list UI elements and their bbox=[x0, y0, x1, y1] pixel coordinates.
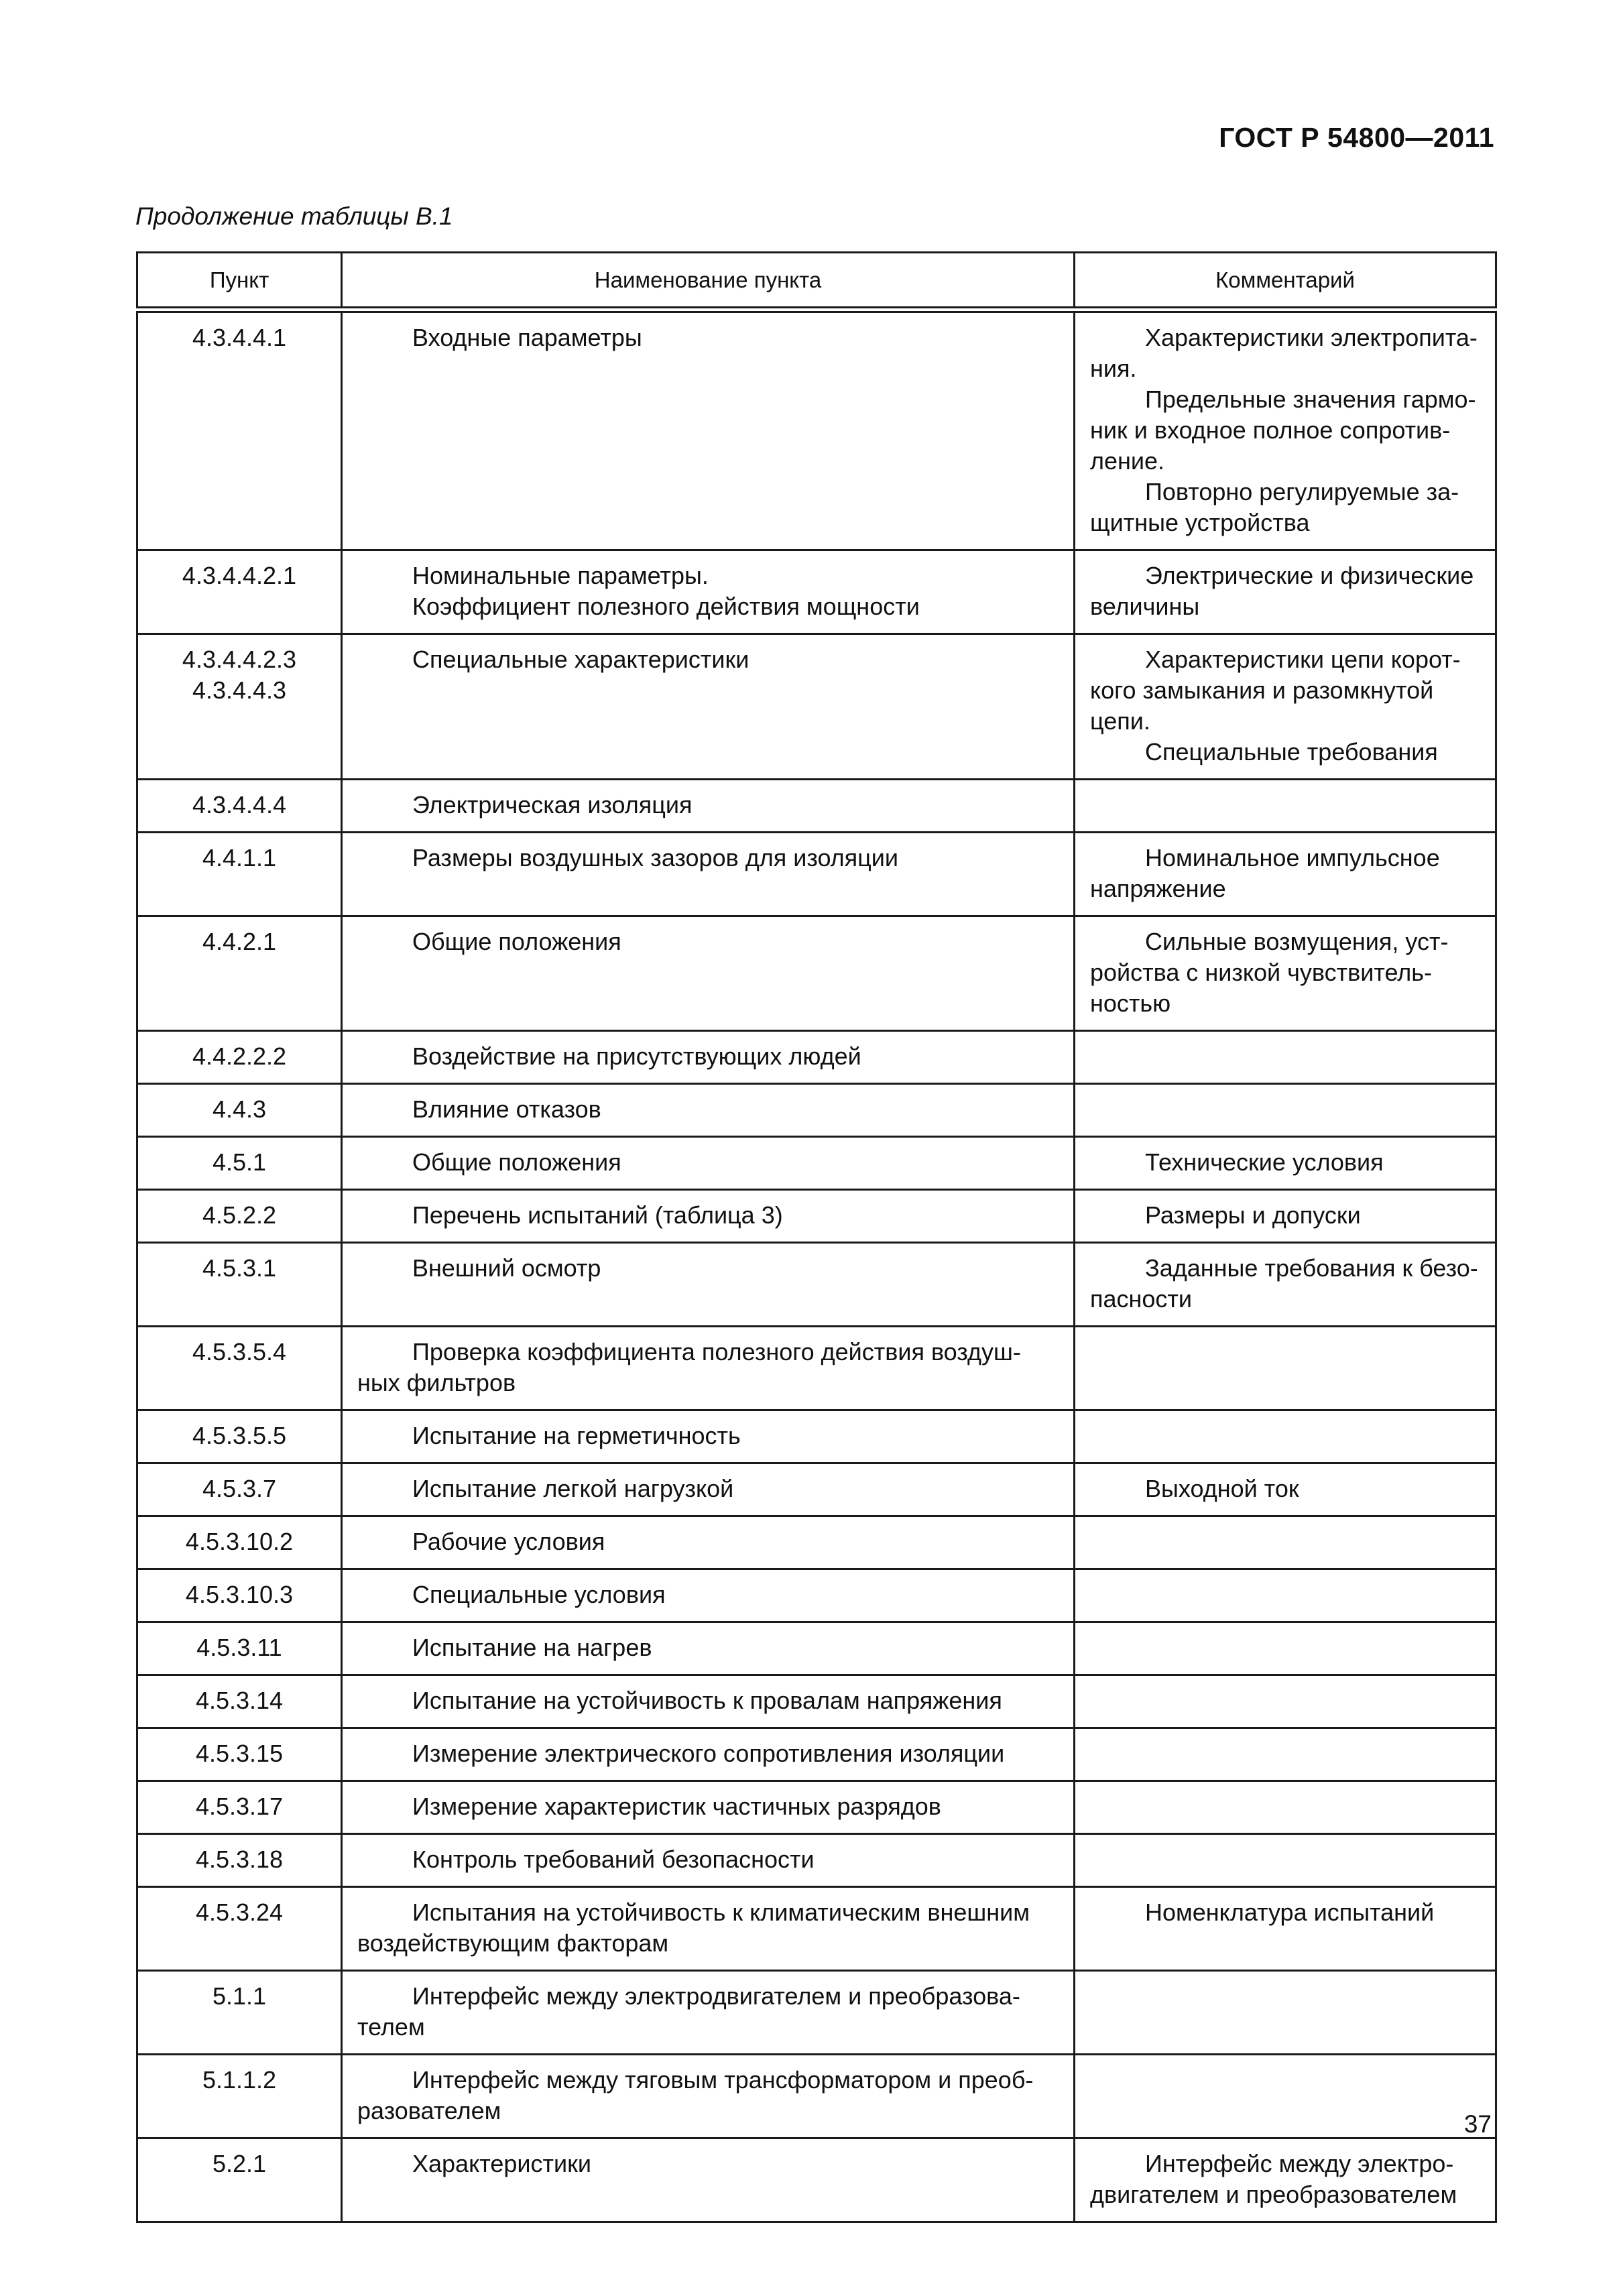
clause-number: 4.5.3.24 bbox=[195, 1898, 284, 1926]
clause-number-cell bbox=[137, 1781, 342, 1834]
clause-name-cell bbox=[342, 634, 1075, 780]
comment-cell bbox=[1075, 1887, 1496, 1971]
clause-number: 4.4.3 bbox=[212, 1095, 267, 1123]
header-clause-name: Наименование пункта bbox=[342, 253, 1075, 310]
comment-line: ройства с низкой чувствитель- bbox=[1090, 959, 1433, 986]
clause-number-cell bbox=[137, 833, 342, 916]
requirements-table bbox=[136, 251, 1497, 2223]
clause-name-cell bbox=[342, 1887, 1075, 1971]
comment-line: Интерфейс между электро- bbox=[1145, 2150, 1454, 2177]
clause-name-line: Испытание на нагрев bbox=[412, 1634, 652, 1661]
table-row bbox=[137, 1781, 1496, 1834]
table-row bbox=[137, 1084, 1496, 1137]
table-row bbox=[137, 1516, 1496, 1569]
clause-name-line: Общие положения bbox=[412, 928, 621, 955]
clause-name-line: Перечень испытаний (таблица 3) bbox=[412, 1201, 783, 1229]
page-number: 37 bbox=[1463, 2110, 1492, 2138]
clause-name-line: воздействующим факторам bbox=[357, 1929, 669, 1957]
clause-number-cell bbox=[137, 550, 342, 634]
comment-line: ностью bbox=[1090, 989, 1171, 1017]
comment-line: Специальные требования bbox=[1145, 738, 1438, 766]
clause-number: 4.3.4.4.1 bbox=[192, 324, 287, 351]
clause-name-line: Проверка коэффициента полезного действия воздуш- bbox=[412, 1338, 1021, 1366]
clause-number-cell bbox=[137, 1031, 342, 1084]
comment-cell bbox=[1075, 780, 1496, 833]
table-row bbox=[137, 1728, 1496, 1781]
clause-name-line: Интерфейс между электродвигателем и преобразова- bbox=[412, 1982, 1020, 2010]
table-row bbox=[137, 550, 1496, 634]
comment-line: Размеры и допуски bbox=[1145, 1201, 1361, 1229]
comment-cell bbox=[1075, 1410, 1496, 1463]
clause-name-cell bbox=[342, 2138, 1075, 2222]
table-row bbox=[137, 634, 1496, 780]
clause-number-cell bbox=[137, 1728, 342, 1781]
clause-name-cell bbox=[342, 1084, 1075, 1137]
table-header-row bbox=[137, 253, 1496, 310]
clause-name-line: Специальные характеристики bbox=[412, 646, 749, 673]
clause-number-cell bbox=[137, 1327, 342, 1410]
comment-line: цепи. bbox=[1090, 707, 1150, 735]
document-header: ГОСТ Р 54800—2011 bbox=[1219, 122, 1494, 153]
comment-cell bbox=[1075, 916, 1496, 1031]
comment-line: пасности bbox=[1090, 1285, 1193, 1313]
comment-cell bbox=[1075, 2138, 1496, 2222]
clause-name-cell bbox=[342, 1569, 1075, 1622]
clause-name-line: Размеры воздушных зазоров для изоляции bbox=[412, 844, 899, 871]
clause-number-cell bbox=[137, 2055, 342, 2138]
clause-name-line: Влияние отказов bbox=[412, 1095, 601, 1123]
clause-number: 5.1.1.2 bbox=[202, 2066, 277, 2094]
clause-name-line: Электрическая изоляция bbox=[412, 791, 693, 819]
table-row bbox=[137, 1971, 1496, 2055]
clause-number-cell bbox=[137, 1463, 342, 1516]
comment-line: ник и входное полное сопротив- bbox=[1090, 416, 1451, 444]
comment-cell bbox=[1075, 310, 1496, 550]
clause-name-line: разователем bbox=[357, 2097, 501, 2124]
comment-cell bbox=[1075, 550, 1496, 634]
clause-number: 4.5.3.7 bbox=[202, 1475, 277, 1502]
comment-line: Предельные значения гармо- bbox=[1145, 385, 1476, 413]
clause-number: 4.5.3.14 bbox=[195, 1687, 284, 1714]
clause-name-cell bbox=[342, 780, 1075, 833]
comment-line: ния. bbox=[1090, 355, 1137, 382]
clause-number: 4.5.1 bbox=[212, 1148, 267, 1176]
clause-number-cell bbox=[137, 1971, 342, 2055]
clause-number: 4.5.3.10.3 bbox=[185, 1581, 294, 1608]
clause-name-cell bbox=[342, 310, 1075, 550]
clause-name-line: Общие положения bbox=[412, 1148, 621, 1176]
comment-cell bbox=[1075, 1031, 1496, 1084]
clause-number-cell bbox=[137, 1243, 342, 1327]
clause-name-line: Номинальные параметры. bbox=[412, 562, 709, 589]
comment-cell bbox=[1075, 1243, 1496, 1327]
header-comment: Комментарий bbox=[1075, 253, 1496, 310]
comment-cell bbox=[1075, 1569, 1496, 1622]
clause-name-cell bbox=[342, 1675, 1075, 1728]
clause-name-cell bbox=[342, 1410, 1075, 1463]
clause-number-cell bbox=[137, 1410, 342, 1463]
table-row bbox=[137, 1569, 1496, 1622]
clause-name-cell bbox=[342, 550, 1075, 634]
comment-cell bbox=[1075, 1781, 1496, 1834]
clause-number: 4.3.4.4.4 bbox=[192, 791, 287, 819]
comment-cell bbox=[1075, 1327, 1496, 1410]
clause-number: 4.3.4.4.2.3 bbox=[182, 646, 297, 673]
clause-number-cell bbox=[137, 1190, 342, 1243]
clause-name-line: Испытания на устойчивость к климатическим внешним bbox=[412, 1898, 1030, 1926]
clause-name-line: ных фильтров bbox=[357, 1369, 516, 1396]
clause-name-cell bbox=[342, 1463, 1075, 1516]
comment-line: Заданные требования к безо- bbox=[1145, 1254, 1478, 1282]
comment-cell bbox=[1075, 1516, 1496, 1569]
clause-number: 4.5.3.18 bbox=[195, 1846, 284, 1873]
comment-line: ление. bbox=[1090, 447, 1165, 475]
table-row bbox=[137, 2055, 1496, 2138]
comment-line: Электрические и физические bbox=[1145, 562, 1474, 589]
clause-name-line: Внешний осмотр bbox=[412, 1254, 601, 1282]
table-row bbox=[137, 833, 1496, 916]
clause-number-cell bbox=[137, 1887, 342, 1971]
comment-cell bbox=[1075, 1084, 1496, 1137]
clause-name-cell bbox=[342, 1834, 1075, 1887]
clause-number: 4.3.4.4.3 bbox=[192, 676, 287, 704]
comment-line: Характеристики цепи корот- bbox=[1145, 646, 1461, 673]
clause-number-cell bbox=[137, 1675, 342, 1728]
table-row bbox=[137, 1243, 1496, 1327]
clause-name-line: Измерение характеристик частичных разрядов bbox=[412, 1793, 941, 1820]
clause-name-cell bbox=[342, 1622, 1075, 1675]
comment-cell bbox=[1075, 2055, 1496, 2138]
comment-line: Выходной ток bbox=[1145, 1475, 1299, 1502]
comment-cell bbox=[1075, 1971, 1496, 2055]
clause-number-cell bbox=[137, 1137, 342, 1190]
clause-name-line: Испытание легкой нагрузкой bbox=[412, 1475, 734, 1502]
clause-number: 4.5.3.1 bbox=[202, 1254, 277, 1282]
comment-line: Повторно регулируемые за- bbox=[1145, 478, 1459, 505]
table-row bbox=[137, 310, 1496, 550]
comment-cell bbox=[1075, 634, 1496, 780]
clause-name-cell bbox=[342, 1781, 1075, 1834]
table-row bbox=[137, 2138, 1496, 2222]
table-row bbox=[137, 1834, 1496, 1887]
clause-number: 4.5.2.2 bbox=[202, 1201, 277, 1229]
table-caption: Продолжение таблицы В.1 bbox=[135, 202, 453, 230]
comment-line: двигателем и преобразователем bbox=[1090, 2181, 1457, 2208]
comment-line: Характеристики электропита- bbox=[1145, 324, 1478, 351]
clause-name-cell bbox=[342, 1971, 1075, 2055]
comment-line: щитные устройства bbox=[1090, 509, 1310, 536]
clause-name-cell bbox=[342, 1190, 1075, 1243]
clause-name-cell bbox=[342, 916, 1075, 1031]
clause-name-line: Рабочие условия bbox=[412, 1528, 605, 1555]
clause-name-cell bbox=[342, 1516, 1075, 1569]
clause-number-cell bbox=[137, 2138, 342, 2222]
clause-number: 4.3.4.4.2.1 bbox=[182, 562, 297, 589]
comment-cell bbox=[1075, 1622, 1496, 1675]
clause-number: 4.4.2.1 bbox=[202, 928, 277, 955]
comment-cell bbox=[1075, 1137, 1496, 1190]
clause-number-cell bbox=[137, 916, 342, 1031]
clause-name-cell bbox=[342, 1728, 1075, 1781]
clause-name-cell bbox=[342, 2055, 1075, 2138]
clause-name-line: телем bbox=[357, 2013, 425, 2041]
clause-number: 4.4.2.2.2 bbox=[192, 1042, 287, 1070]
clause-number-cell bbox=[137, 1622, 342, 1675]
clause-number-cell bbox=[137, 1084, 342, 1137]
clause-number-cell bbox=[137, 310, 342, 550]
clause-name-line: Интерфейс между тяговым трансформатором и преоб- bbox=[412, 2066, 1034, 2094]
comment-cell bbox=[1075, 1834, 1496, 1887]
comment-line: величины bbox=[1090, 593, 1200, 620]
clause-name-line: Испытание на устойчивость к провалам напряжения bbox=[412, 1687, 1002, 1714]
clause-number: 4.5.3.11 bbox=[196, 1634, 282, 1661]
table-row bbox=[137, 1410, 1496, 1463]
table-row bbox=[137, 916, 1496, 1031]
comment-line: Номенклатура испытаний bbox=[1145, 1898, 1435, 1926]
comment-line: Технические условия bbox=[1145, 1148, 1384, 1176]
comment-line: кого замыкания и разомкнутой bbox=[1090, 676, 1434, 704]
comment-cell bbox=[1075, 1463, 1496, 1516]
comment-cell bbox=[1075, 1675, 1496, 1728]
clause-name-cell bbox=[342, 1031, 1075, 1084]
clause-name-line: Характеристики bbox=[412, 2150, 591, 2177]
clause-name-line: Входные параметры bbox=[412, 324, 642, 351]
clause-number-cell bbox=[137, 1834, 342, 1887]
table-row bbox=[137, 1137, 1496, 1190]
comment-cell bbox=[1075, 1190, 1496, 1243]
comment-cell bbox=[1075, 833, 1496, 916]
clause-number: 4.5.3.17 bbox=[195, 1793, 284, 1820]
clause-name-cell bbox=[342, 833, 1075, 916]
table-row bbox=[137, 780, 1496, 833]
clause-name-cell bbox=[342, 1243, 1075, 1327]
clause-number: 5.1.1 bbox=[212, 1982, 267, 2010]
clause-number-cell bbox=[137, 1569, 342, 1622]
comment-line: Номинальное импульсное bbox=[1145, 844, 1440, 871]
table-row bbox=[137, 1622, 1496, 1675]
comment-cell bbox=[1075, 1728, 1496, 1781]
comment-line: Сильные возмущения, уст- bbox=[1145, 928, 1449, 955]
table-row bbox=[137, 1190, 1496, 1243]
comment-line: напряжение bbox=[1090, 875, 1226, 902]
clause-number: 5.2.1 bbox=[212, 2150, 267, 2177]
clause-number: 4.4.1.1 bbox=[202, 844, 277, 871]
table-row bbox=[137, 1031, 1496, 1084]
clause-number: 4.5.3.10.2 bbox=[185, 1528, 294, 1555]
clause-number-cell bbox=[137, 634, 342, 780]
clause-number: 4.5.3.15 bbox=[195, 1740, 284, 1767]
table-row bbox=[137, 1463, 1496, 1516]
clause-number-cell bbox=[137, 1516, 342, 1569]
clause-number-cell bbox=[137, 780, 342, 833]
clause-name-cell bbox=[342, 1327, 1075, 1410]
clause-number: 4.5.3.5.4 bbox=[192, 1338, 287, 1366]
clause-name-line: Контроль требований безопасности bbox=[412, 1846, 815, 1873]
clause-name-line: Специальные условия bbox=[412, 1581, 666, 1608]
table-body bbox=[137, 310, 1496, 2222]
table-row bbox=[137, 1327, 1496, 1410]
clause-name-line: Измерение электрического сопротивления изоляции bbox=[412, 1740, 1005, 1767]
clause-number: 4.5.3.5.5 bbox=[192, 1422, 287, 1449]
clause-name-line: Воздействие на присутствующих людей bbox=[412, 1042, 861, 1070]
clause-name-line: Испытание на герметичность bbox=[412, 1422, 741, 1449]
table-row bbox=[137, 1675, 1496, 1728]
table-row bbox=[137, 1887, 1496, 1971]
header-clause: Пункт bbox=[137, 253, 342, 310]
clause-name-cell bbox=[342, 1137, 1075, 1190]
clause-name-line: Коэффициент полезного действия мощности bbox=[412, 593, 920, 620]
